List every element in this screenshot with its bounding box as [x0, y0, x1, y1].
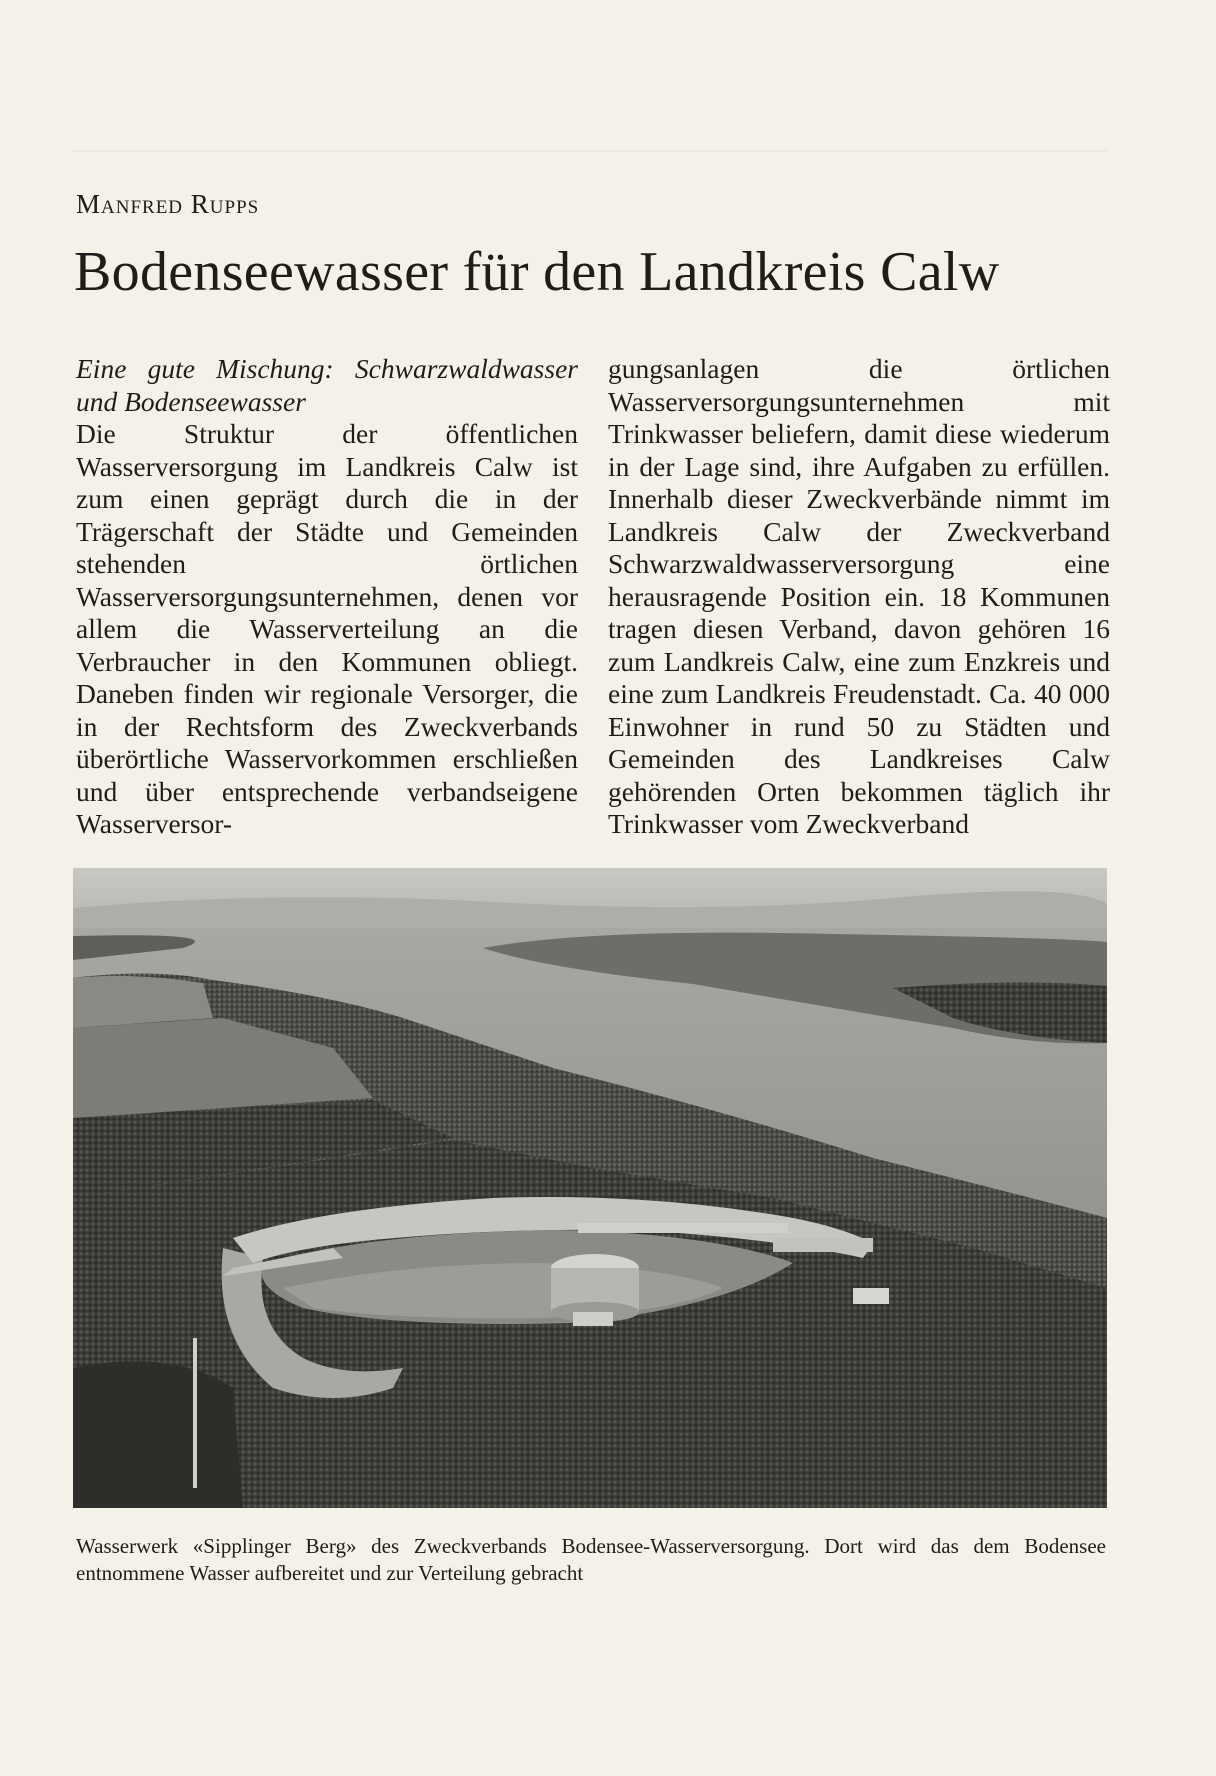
subheading: Eine gute Mischung: Schwarzwaldwasser und Bodenseewasser — [76, 353, 578, 417]
body-text-right: gungsanlagen die örtlichen Wasserversorgungsunternehmen mit Trinkwasser beliefern, damit diese wiederum in der Lage sind, ihre Aufgaben zu erfüllen. Innerhalb dieser Zweckverbände nimmt im Landkreis Calw der Zweckverband Schwarzwaldwasserversorgung eine herausragende Position ein. 18 Kommunen tragen diesen Verband, davon gehören 16 zum Landkreis Calw, eine zum Enzkreis und eine zum Landkreis Freudenstadt. Ca. 40 000 Einwohner in rund 50 zu Städten und Gemeinden des Landkreises Calw gehörenden Orten bekommen täglich ihr Trinkwasser vom Zweckverband — [608, 353, 1110, 839]
body-text-left: Die Struktur der öffentlichen Wasserversorgung im Landkreis Calw ist zum einen geprägt durch die in der Trägerschaft der Städte und Gemeinden stehenden örtlichen Wasserversorgungsunternehmen, denen vor allem die Wasserverteilung an die Verbraucher in den Kommunen obliegt. Daneben finden wir regionale Versorger, die in der Rechtsform des Zweckverbands überörtliche Wasservorkommen erschließen und über entsprechende verbandseigene Wasserversor- — [76, 418, 578, 839]
author-name: Manfred Rupps — [76, 189, 260, 219]
aerial-photo-image — [73, 868, 1107, 1508]
text-column-right — [608, 353, 1110, 841]
header-rule — [72, 150, 1107, 152]
text-column-left — [76, 353, 578, 841]
aerial-photo — [73, 868, 1107, 1508]
photo-caption: Wasserwerk «Sipplinger Berg» des Zweckverbands Bodensee-Wasserversorgung. Dort wird das dem Bodensee entnommene Wasser aufbereitet und zur Verteilung gebracht — [76, 1534, 1106, 1585]
article-title: Bodenseewasser für den Landkreis Calw — [74, 241, 1000, 303]
